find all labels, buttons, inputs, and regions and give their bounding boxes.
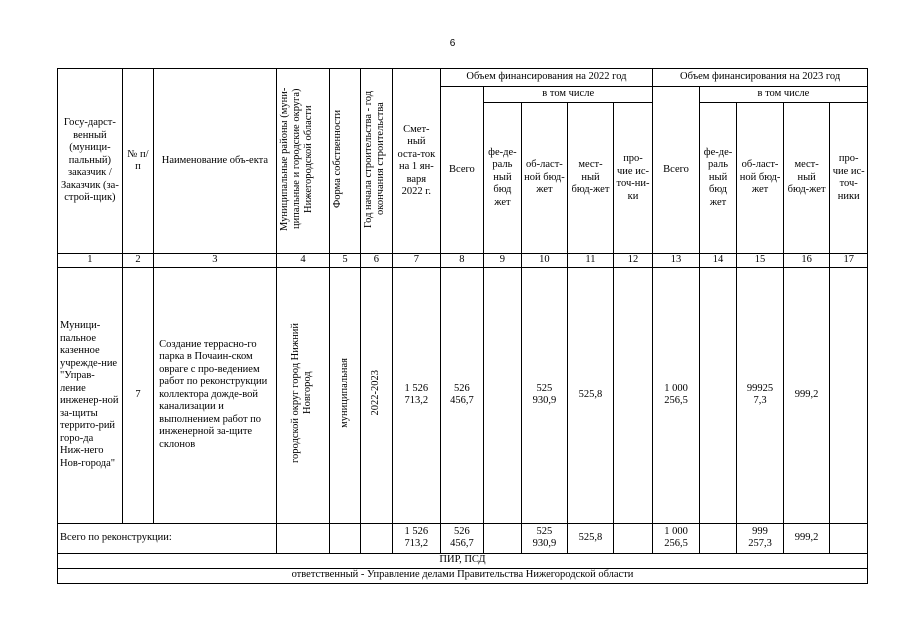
header-incl-2022: в том числе	[484, 87, 653, 103]
header-total-2022: Всего	[440, 87, 484, 254]
header-other-2022: про-чие ис-точ-ни-ки	[613, 103, 653, 254]
header-district: Муниципальные районы (муни-ципальные и городские округа) Нижегородской области	[279, 87, 314, 231]
row-federal-2023	[699, 267, 736, 523]
row-ownership: муниципальная	[339, 357, 350, 428]
row-other-2023	[830, 267, 868, 523]
totals-total-2023: 1 000 256,5	[653, 523, 700, 553]
col-num: 11	[568, 254, 614, 268]
col-num: 6	[360, 254, 392, 268]
col-num: 10	[521, 254, 568, 268]
row-federal-2022	[484, 267, 521, 523]
totals-row	[58, 523, 868, 553]
header-federal-2023: фе-де-раль ный бюд жет	[699, 103, 736, 254]
header-total-2023: Всего	[653, 87, 700, 254]
page-number: 6	[449, 38, 456, 49]
totals-remainder: 1 526 713,2	[393, 523, 441, 553]
col-num: 3	[154, 254, 277, 268]
table-row	[58, 267, 868, 523]
totals-regional-2023: 999 257,3	[737, 523, 784, 553]
header-local-2022: мест-ный бюд-жет	[568, 103, 614, 254]
financing-table	[57, 68, 868, 584]
header-regional-2022: об-ласт-ной бюд-жет	[521, 103, 568, 254]
header-customer: Госу-дарст-венный (муници-пальный) заказчик / Заказчик (за-строй-щик)	[58, 69, 123, 254]
section-title: ПИР, ПСД	[58, 553, 868, 568]
header-regional-2023: об-ласт-ной бюд-жет	[737, 103, 784, 254]
row-remainder: 1 526 713,2	[393, 267, 441, 523]
header-remainder: Смет-ный оста-ток на 1 ян-варя 2022 г.	[393, 69, 441, 254]
col-num: 15	[737, 254, 784, 268]
column-numbers-row	[58, 254, 868, 268]
col-num: 16	[783, 254, 830, 268]
row-regional-2022: 525 930,9	[521, 267, 568, 523]
col-num: 2	[122, 254, 153, 268]
header-local-2023: мест-ный бюд-жет	[783, 103, 830, 254]
col-num: 5	[330, 254, 360, 268]
totals-regional-2022: 525 930,9	[521, 523, 568, 553]
header-fin2023: Объем финансирования на 2023 год	[653, 69, 868, 87]
row-district: городской округ город Нижний Новгород	[290, 322, 313, 463]
totals-total-2022: 526 456,7	[440, 523, 484, 553]
row-years: 2022-2023	[370, 370, 382, 416]
responsible-line: ответственный - Управление делами Правительства Нижегородской области	[58, 568, 868, 583]
header-other-2023: про-чие ис-точ-ники	[830, 103, 868, 254]
col-num: 17	[830, 254, 868, 268]
row-local-2023: 999,2	[783, 267, 830, 523]
header-ownership: Форма собственности	[332, 109, 344, 208]
col-num: 12	[613, 254, 653, 268]
header-name: Наименование объ-екта	[154, 69, 277, 254]
totals-label: Всего по реконструкции:	[58, 523, 277, 553]
row-other-2022	[613, 267, 653, 523]
row-customer: Муници-пальное казенное учрежде-ние "Управ-ление инженер-ной за-щиты террито-рий горо-да Ниж-него Нов-города"	[58, 267, 123, 523]
row-name: Создание террасно-го парка в Почаин-ском овраге с про-ведением работ по реконструкции коллектора дожде-вой канализации и выполнением работ по инженерной за-щите склонов	[154, 267, 277, 523]
col-num: 7	[393, 254, 441, 268]
row-total-2022: 526 456,7	[440, 267, 484, 523]
header-years: Год начала строительства - год окончания строительства	[362, 90, 386, 228]
row-local-2022: 525,8	[568, 267, 614, 523]
header-num: № п/п	[122, 69, 153, 254]
col-num: 13	[653, 254, 700, 268]
totals-local-2023: 999,2	[783, 523, 830, 553]
col-num: 1	[58, 254, 123, 268]
col-num: 8	[440, 254, 484, 268]
col-num: 9	[484, 254, 521, 268]
row-num: 7	[122, 267, 153, 523]
col-num: 14	[699, 254, 736, 268]
header-federal-2022: фе-де-раль ный бюд жет	[484, 103, 521, 254]
row-regional-2023: 99925 7,3	[737, 267, 784, 523]
col-num: 4	[276, 254, 330, 268]
header-incl-2023: в том числе	[699, 87, 867, 103]
totals-local-2022: 525,8	[568, 523, 614, 553]
row-total-2023: 1 000 256,5	[653, 267, 700, 523]
header-fin2022: Объем финансирования на 2022 год	[440, 69, 653, 87]
